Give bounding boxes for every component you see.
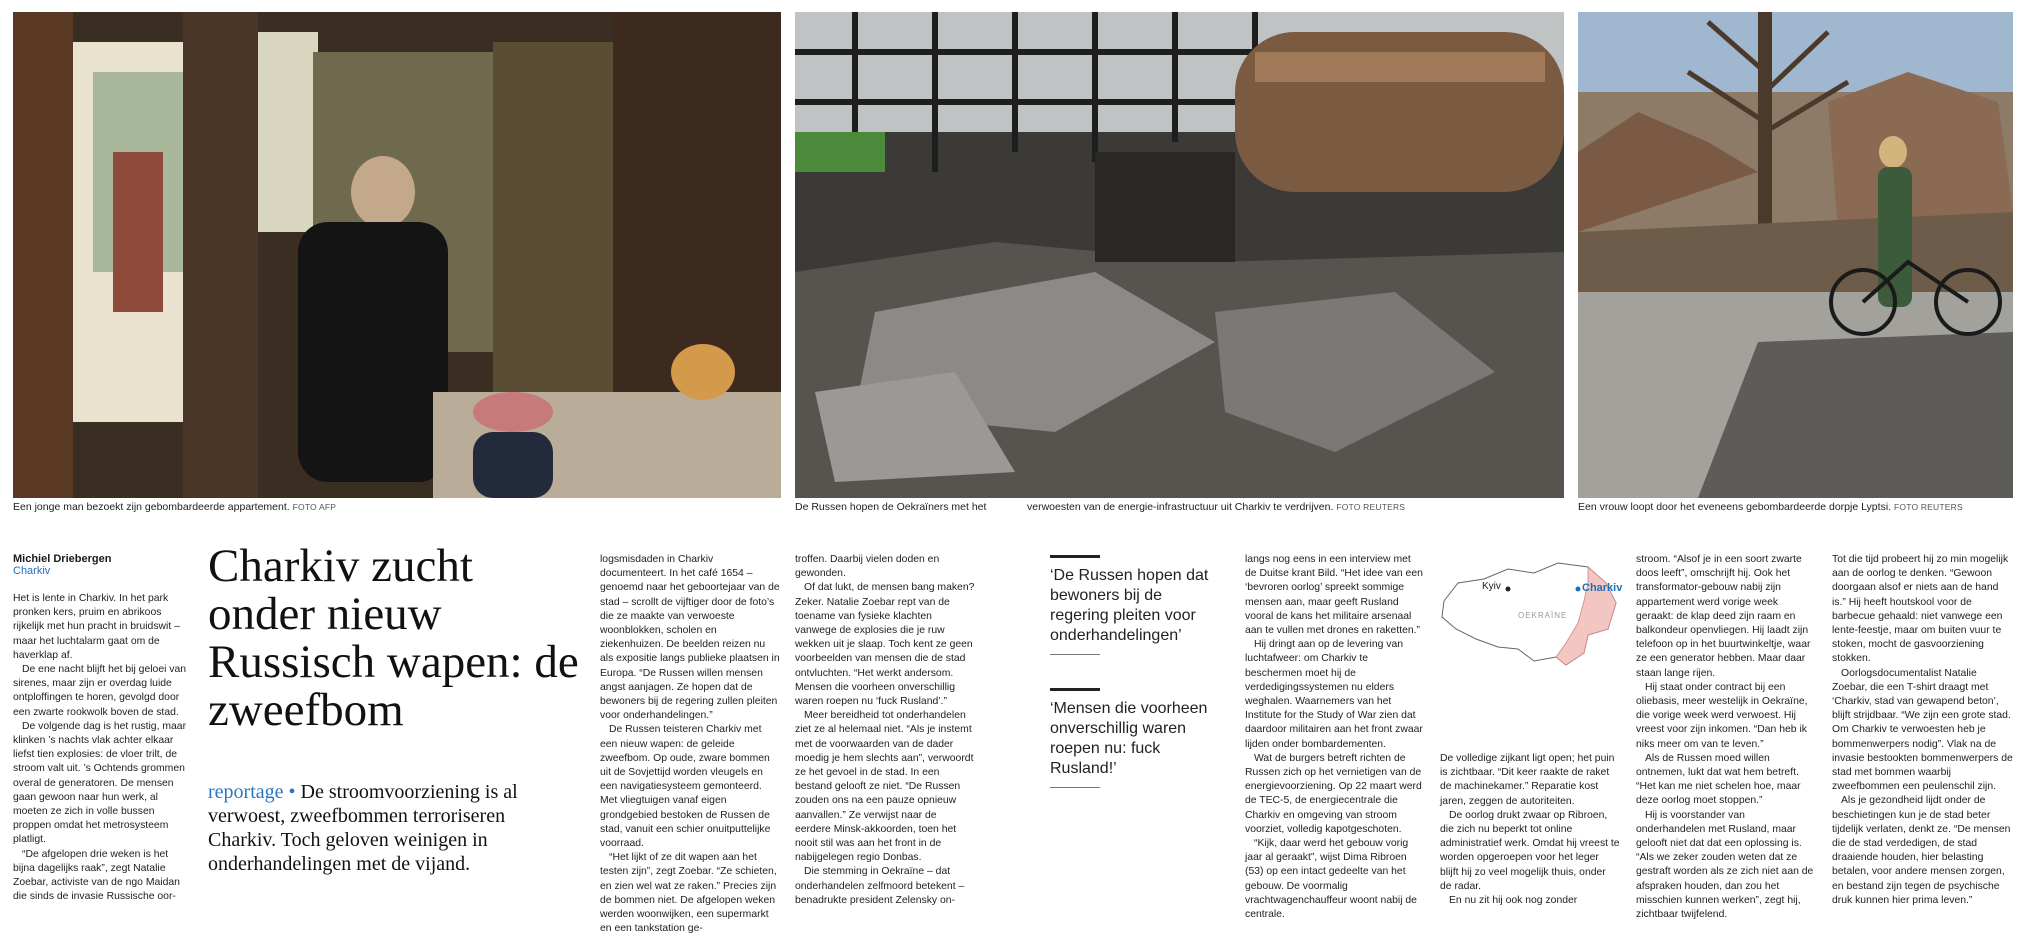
article-column-1: [13, 592, 191, 902]
quote-rule: [1050, 688, 1100, 691]
article-column-5: [1440, 752, 1620, 907]
article-column-6: [1636, 553, 1816, 921]
paragraph: stroom. “Alsof je in een soort zwarte doos leeft”, omschrijft hij. Ook het transformator-gebouw nabij zijn appartement werd vorige week geraakt: de klap deed zijn raam en balkondeur openvliegen. Hij laadt zijn telefoon op in het buurtwinkeltje, waar ze een generator hebben. Maar daar staan lange rijen.: [1636, 554, 1811, 679]
article-column-7: [1832, 553, 2013, 906]
map-label-country: OEKRAÏNE: [1518, 611, 1568, 620]
caption-text: Een jonge man bezoekt zijn gebombardeerde appartement.: [13, 501, 290, 513]
paragraph: “Kijk, daar werd het gebouw vorig jaar al geraakt”, wijst Dima Ribroen (53) op een intact gedeelte van het gebouw. De voormalig vrachtwagenchauffeur woont nabij de centrale.: [1245, 838, 1417, 921]
section-kicker: reportage: [208, 781, 284, 803]
paragraph: De volledige zijkant ligt open; het puin is zichtbaar. “Dit keer raakte de raket de machinekamer.” Reparatie kost jaren, zeggen de autoriteiten.: [1440, 753, 1615, 807]
lead-text: De stroomvoorziening is al verwoest, zweefbommen terroriseren Charkiv. Toch geloven weinigen in onderhandelingen met de vijand.: [208, 781, 518, 875]
caption-text: verwoesten van de energie-infrastructuur uit Charkiv te verdrijven.: [1027, 501, 1334, 513]
article-column-3: [795, 553, 975, 906]
paragraph: Tot die tijd probeert hij zo min mogelijk aan de oorlog te denken. “Gewoon doorgaan alsof er niets aan de hand is.” Hij heeft houtskool voor de barbecue gehaald: niet vanwege een lente-feestje, maar om buiten vuur te stoken, mocht de gasvoorziening stokken.: [1832, 554, 2009, 665]
paragraph: Of dat lukt, de mensen bang maken? Zeker. Natalie Zoebar rept van de toename van fysieke klachten vanwege de explosies die je ruw wekken uit je slaap. Toch kent ze geen voorbeelden van mensen die de stad ontvluchten. “Het werkt andersom. Mensen die voorheen onverschillig waren roepen nu ‘fuck Rusland’.”: [795, 582, 975, 708]
map-label-charkiv: Charkiv: [1582, 582, 1623, 594]
paragraph: “De afgelopen drie weken is het bijna dagelijks raak”, zegt Natalie Zoebar, activiste van de ngo Maidan die sinds de invasie Russische oor-: [13, 848, 180, 903]
paragraph: Hij staat onder contract bij een oliebasis, meer westelijk in Oekraïne, die vorige week werd verwoest. Hij vreest voor zijn inkomen. “Dan heb ik niks meer om van te leven.”: [1636, 681, 1808, 750]
photo-caption-2-left: [795, 501, 986, 513]
photo-credit: FOTO AFP: [292, 502, 337, 512]
caption-text: De Russen hopen de Oekraïners met het: [795, 501, 987, 513]
map-label-kyiv: Kyiv: [1482, 581, 1501, 592]
quote-end-rule: [1050, 654, 1100, 655]
photo-apartment: [13, 12, 781, 498]
article-lead: [208, 780, 578, 876]
caption-text: Een vrouw loopt door het eveneens gebombardeerde dorpje Lyptsi.: [1578, 501, 1892, 513]
byline: [13, 553, 189, 577]
paragraph: Oorlogsdocumentalist Natalie Zoebar, die een T-shirt draagt met ‘Charkiv, stad van gewapend beton’, blijft strijdbaar. “We zijn een grote stad. Om Charkiv te verwoesten heb je bommenwerpers nodig”. Vlak na de invasie bestookten bommenwerpers de stad met bommen waarbij zweefbommen een peulenschil zijn.: [1832, 667, 2013, 793]
paragraph: logsmisdaden in Charkiv documenteert. In het café 1654 – genoemd naar het geboortejaar van de stad – scrollt de vijftiger door de foto’s die ze maakte van verwoeste woonblokken, scholen en ziekenhuizen. De beelden reizen nu als expositie langs publieke plaatsen in Europa. “De Russen willen mensen angst aanjagen. Ze hopen dat de bewoners bij de regering zullen pleiten voor onderhandelingen.”: [600, 554, 780, 722]
author-name: Michiel Driebergen: [13, 553, 112, 565]
paragraph: Wat de burgers betreft richten de Russen zich op het vernietigen van de energievoorziening. Op 22 maart werd de TEC-5, de energiecentrale die Charkiv en omgeving van stroom voorziet, volledig kapotgeschoten.: [1245, 752, 1422, 835]
pull-quote-1: [1050, 555, 1220, 655]
kicker-separator: •: [283, 781, 301, 803]
paragraph: De Russen teisteren Charkiv met een nieuw wapen: de geleide zweefbom. Op oude, zware bommen uit de Sovjettijd worden vleugels en een navigatiesysteem gemonteerd. Met vliegtuigen vanaf eigen grondgebied bestoken de Russen de stad, vanuit een schier onuitputtelijke voorraad.: [600, 724, 771, 850]
paragraph: troffen. Daarbij vielen doden en gewonden.: [795, 554, 940, 580]
paragraph: Als de Russen moed willen ontnemen, lukt dat wat hem betreft. “Het kan me niet schelen hoe, maar deze oorlog moet stoppen.”: [1636, 752, 1801, 807]
pull-quote-2: [1050, 688, 1220, 788]
photo-credit: FOTO REUTERS: [1336, 502, 1406, 512]
photo-energy-plant: [795, 12, 1564, 498]
paragraph: Die stemming in Oekraïne – dat onderhandelen zelfmoord betekent – benadrukte president Zelensky on-: [795, 866, 965, 906]
paragraph: Hij dringt aan op de levering van luchtafweer: om Charkiv te beschermen moet hij de verdedigingssystemen nu elders weghalen. Waarnemers van het Institute for the Study of War zien dat daardoor militairen aan het front zwaar lijden onder bombardementen.: [1245, 639, 1423, 750]
dateline-place: Charkiv: [13, 565, 51, 577]
quote-rule: [1050, 555, 1100, 558]
paragraph: De oorlog drukt zwaar op Ribroen, die zich nu beperkt tot online administratief werk. Omdat hij vreest te worden opgeroepen voor het leger blijft hij zo veel mogelijk thuis, onder de radar.: [1440, 809, 1620, 892]
paragraph: langs nog eens in een interview met de Duitse krant Bild. “Het idee van een ‘bevroren oorlog’ spreekt sommige mensen aan, maar geeft Rusland vooral de kans het militaire arsenaal aan te vullen met drones en raketten.”: [1245, 554, 1423, 637]
paragraph: Als je gezondheid lijdt onder de beschietingen kun je de stad beter tijdelijk verlaten, denkt ze. “De mensen die de stad verdedigen, de stad draaiende houden, hier belasting betalen, voor andere mensen zorgen, en bestand zijn tegen de psychische druk kunnen hier prima leven.”: [1832, 795, 2011, 906]
article-column-2: [600, 553, 780, 935]
page-title: Charkiv zucht onder nieuw Russisch wapen: de zweefbom: [208, 540, 579, 736]
paragraph: “Het lijkt of ze dit wapen aan het testen zijn”, zegt Zoebar. “Ze schieten, en zien wel wat ze raken.” Precies zijn de bommen niet. De afgelopen weken werden woonwijken, een supermarkt en een tankstation ge-: [600, 852, 777, 935]
paragraph: Meer bereidheid tot onderhandelen ziet ze al helemaal niet. “Als je instemt met de voorwaarden van de dader moedig je hem slechts aan”, verwoordt ze het gevoel in de stad. In een bestand gelooft ze niet. “De Russen zouden ons na een pauze opnieuw aanvallen.” Ze verwijst naar de eerdere Minsk-akkoorden, toen het nooit stil was aan het front in de nabijgelegen regio Donbas.: [795, 710, 974, 864]
quote-end-rule: [1050, 787, 1100, 788]
paragraph: De ene nacht blijft het bij geloei van sirenes, maar zijn er overdag luide ontploffingen te horen, gevolgd door een zwarte rookwolk boven de stad.: [13, 664, 187, 718]
paragraph: Hij is voorstander van onderhandelen met Rusland, maar gelooft niet dat dat een oplossing is. “Als we zeker zouden weten dat ze gestraft worden als ze zich niet aan de afspraken houden, dan zou het misschien kunnen werken”, zegt hij, zichtbaar twijfelend.: [1636, 809, 1814, 921]
map-ukraine: [1438, 553, 1623, 685]
photo-caption-1: [13, 501, 336, 513]
paragraph: Het is lente in Charkiv. In het park pronken kers, pruim en abrikoos rijkelijk met hun pracht in bruidswit – maar het luchtalarm gaat om de haverklap af.: [13, 593, 180, 661]
photo-credit: FOTO REUTERS: [1894, 502, 1963, 512]
quote-text: ‘Mensen die voorheen onverschillig waren roepen nu: fuck Rusland!’: [1050, 700, 1208, 777]
photo-caption-3: [1578, 501, 1963, 513]
photo-village-lyptsi: [1578, 12, 2013, 498]
quote-text: ‘De Russen hopen dat bewoners bij de regering pleiten voor onderhandelingen’: [1050, 567, 1209, 644]
paragraph: En nu zit hij ook nog zonder: [1449, 895, 1578, 907]
article-column-4: [1245, 553, 1425, 921]
paragraph: De volgende dag is het rustig, maar klinken ’s nachts vlak achter elkaar liefst tien explosies: de vloer trilt, de stroom valt uit. ’s Ochtends grommen overal de generatoren. De mensen gaan gewoon naar hun werk, al moeten ze zich in volle bussen proppen omdat het metrosysteem platligt.: [13, 720, 187, 846]
photo-caption-2-right: [1027, 501, 1405, 513]
